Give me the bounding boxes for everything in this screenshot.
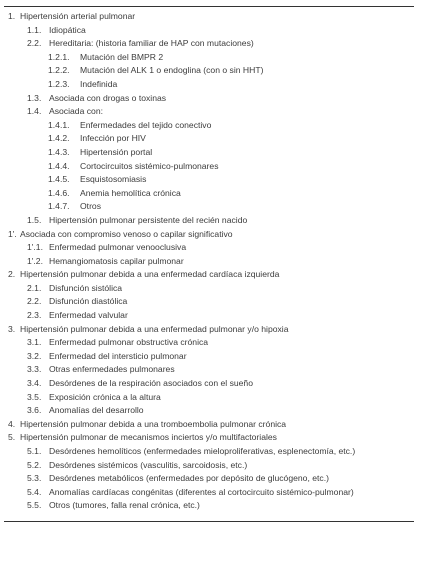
classification-item (4, 200, 414, 214)
classification-item (4, 268, 414, 282)
classification-item (4, 404, 414, 418)
classification-item (4, 459, 414, 473)
item-text: Hemangiomatosis capilar pulmonar (49, 255, 184, 266)
item-text: Mutación del BMPR 2 (80, 51, 164, 62)
classification-item (4, 431, 414, 445)
item-number: 1.4.7. (48, 201, 70, 212)
classification-item (4, 64, 414, 78)
item-number: 1'.1. (27, 242, 43, 253)
item-text: Cortocircuitos sistémico-pulmonares (80, 160, 219, 171)
item-number: 2.1. (27, 282, 42, 293)
item-text: Otras enfermedades pulmonares (49, 364, 175, 375)
item-text: Otros (80, 201, 102, 212)
classification-item (4, 132, 414, 146)
classification-item (4, 391, 414, 405)
classification-item (4, 336, 414, 350)
item-text: Hipertensión pulmonar debida a una enfermedad cardíaca izquierda (20, 269, 280, 280)
classification-item (4, 309, 414, 323)
item-text: Idiopática (49, 24, 86, 35)
item-number: 3.5. (27, 391, 42, 402)
item-text: Asociada con compromiso venoso o capilar significativo (20, 228, 233, 239)
item-text: Indefinida (80, 78, 118, 89)
item-number: 1.4. (27, 106, 42, 117)
item-text: Desórdenes de la respiración asociados con el sueño (49, 378, 253, 389)
classification-item (4, 418, 414, 432)
classification-item (4, 105, 414, 119)
item-number: 1'. (8, 228, 17, 239)
classification-item (4, 173, 414, 187)
item-text: Hipertensión portal (80, 146, 153, 157)
item-number: 1.2.2. (48, 65, 70, 76)
item-text: Asociada con drogas o toxinas (49, 92, 167, 103)
classification-item (4, 24, 414, 38)
classification-item (4, 363, 414, 377)
item-number: 1.2.1. (48, 51, 70, 62)
item-number: 2.2. (27, 296, 42, 307)
item-text: Enfermedad del intersticio pulmonar (49, 350, 187, 361)
item-number: 3.4. (27, 378, 42, 389)
classification-item (4, 350, 414, 364)
classification-item (4, 119, 414, 133)
item-number: 3.2. (27, 350, 42, 361)
item-text: Anomalías del desarrollo (49, 405, 144, 416)
item-number: 5.2. (27, 459, 42, 470)
item-number: 2.2. (27, 38, 42, 49)
item-text: Anemia hemolítica crónica (80, 187, 181, 198)
item-number: 1.1. (27, 24, 42, 35)
classification-item (4, 486, 414, 500)
classification-table (4, 6, 414, 522)
item-text: Hipertensión pulmonar persistente del recién nacido (49, 214, 248, 225)
item-text: Desórdenes metabólicos (enfermedades por depósito de glucógeno, etc.) (49, 473, 329, 484)
item-number: 1'.2. (27, 255, 43, 266)
item-text: Disfunción diastólica (49, 296, 128, 307)
item-number: 5.3. (27, 473, 42, 484)
item-text: Hipertensión pulmonar debida a una enfermedad pulmonar y/o hipoxia (20, 323, 289, 334)
classification-item (4, 214, 414, 228)
item-number: 3.3. (27, 364, 42, 375)
item-number: 5.5. (27, 500, 42, 511)
classification-item (4, 146, 414, 160)
item-number: 1.3. (27, 92, 42, 103)
item-text: Hereditaria: (historia familiar de HAP con mutaciones) (49, 38, 254, 49)
item-number: 2.3. (27, 310, 42, 321)
item-number: 1.4.4. (48, 160, 70, 171)
item-text: Desórdenes hemolíticos (enfermedades mieloproliferativas, esplenectomía, etc.) (49, 446, 356, 456)
classification-item (4, 37, 414, 51)
classification-item (4, 472, 414, 486)
classification-item (4, 377, 414, 391)
item-number: 1.5. (27, 214, 42, 225)
classification-item (4, 78, 414, 92)
item-text: Mutación del ALK 1 o endoglina (con o sin HHT) (80, 65, 264, 76)
item-number: 5.1. (27, 446, 42, 456)
item-text: Enfermedad valvular (49, 310, 128, 321)
classification-item (4, 160, 414, 174)
item-number: 1.4.3. (48, 146, 70, 157)
classification-item (4, 228, 414, 242)
item-number: 3.6. (27, 405, 42, 416)
item-text: Disfunción sistólica (49, 282, 123, 293)
item-number: 4. (8, 418, 16, 429)
item-text: Enfermedad pulmonar obstructiva crónica (49, 337, 209, 348)
item-number: 1.2.3. (48, 78, 70, 89)
classification-item (4, 445, 414, 459)
classification-item (4, 241, 414, 255)
item-number: 1.4.2. (48, 133, 70, 144)
item-number: 1.4.1. (48, 119, 70, 130)
classification-item (4, 51, 414, 65)
item-number: 5. (8, 432, 16, 443)
item-text: Enfermedad pulmonar venooclusiva (49, 242, 187, 253)
item-text: Exposición crónica a la altura (49, 391, 161, 402)
classification-item (4, 323, 414, 337)
item-text: Desórdenes sistémicos (vasculitis, sarcoidosis, etc.) (49, 459, 248, 470)
item-text: Hipertensión arterial pulmonar (20, 11, 136, 21)
item-text: Esquistosomiasis (80, 174, 147, 185)
item-number: 2. (8, 269, 16, 280)
classification-item (4, 187, 414, 201)
classification-item (4, 282, 414, 296)
item-text: Otros (tumores, falla renal crónica, etc.) (49, 500, 200, 511)
classification-item (4, 499, 414, 513)
classification-item (4, 295, 414, 309)
item-text: Asociada con: (49, 106, 103, 117)
classification-item (4, 10, 414, 24)
item-number: 5.4. (27, 486, 42, 497)
item-number: 1.4.5. (48, 174, 70, 185)
item-number: 1.4.6. (48, 187, 70, 198)
item-number: 1. (8, 11, 16, 21)
item-text: Enfermedades del tejido conectivo (80, 119, 212, 130)
item-number: 3. (8, 323, 16, 334)
classification-item (4, 92, 414, 106)
item-number: 3.1. (27, 337, 42, 348)
item-text: Hipertensión pulmonar debida a una tromboembolia pulmonar crónica (20, 418, 287, 429)
item-text: Anomalías cardíacas congénitas (diferentes al cortocircuito sistémico-pulmonar) (49, 486, 354, 497)
classification-list (4, 10, 414, 513)
classification-item (4, 255, 414, 269)
item-text: Infección por HIV (80, 133, 146, 144)
item-text: Hipertensión pulmonar de mecanismos inciertos y/o multifactoriales (20, 432, 277, 443)
